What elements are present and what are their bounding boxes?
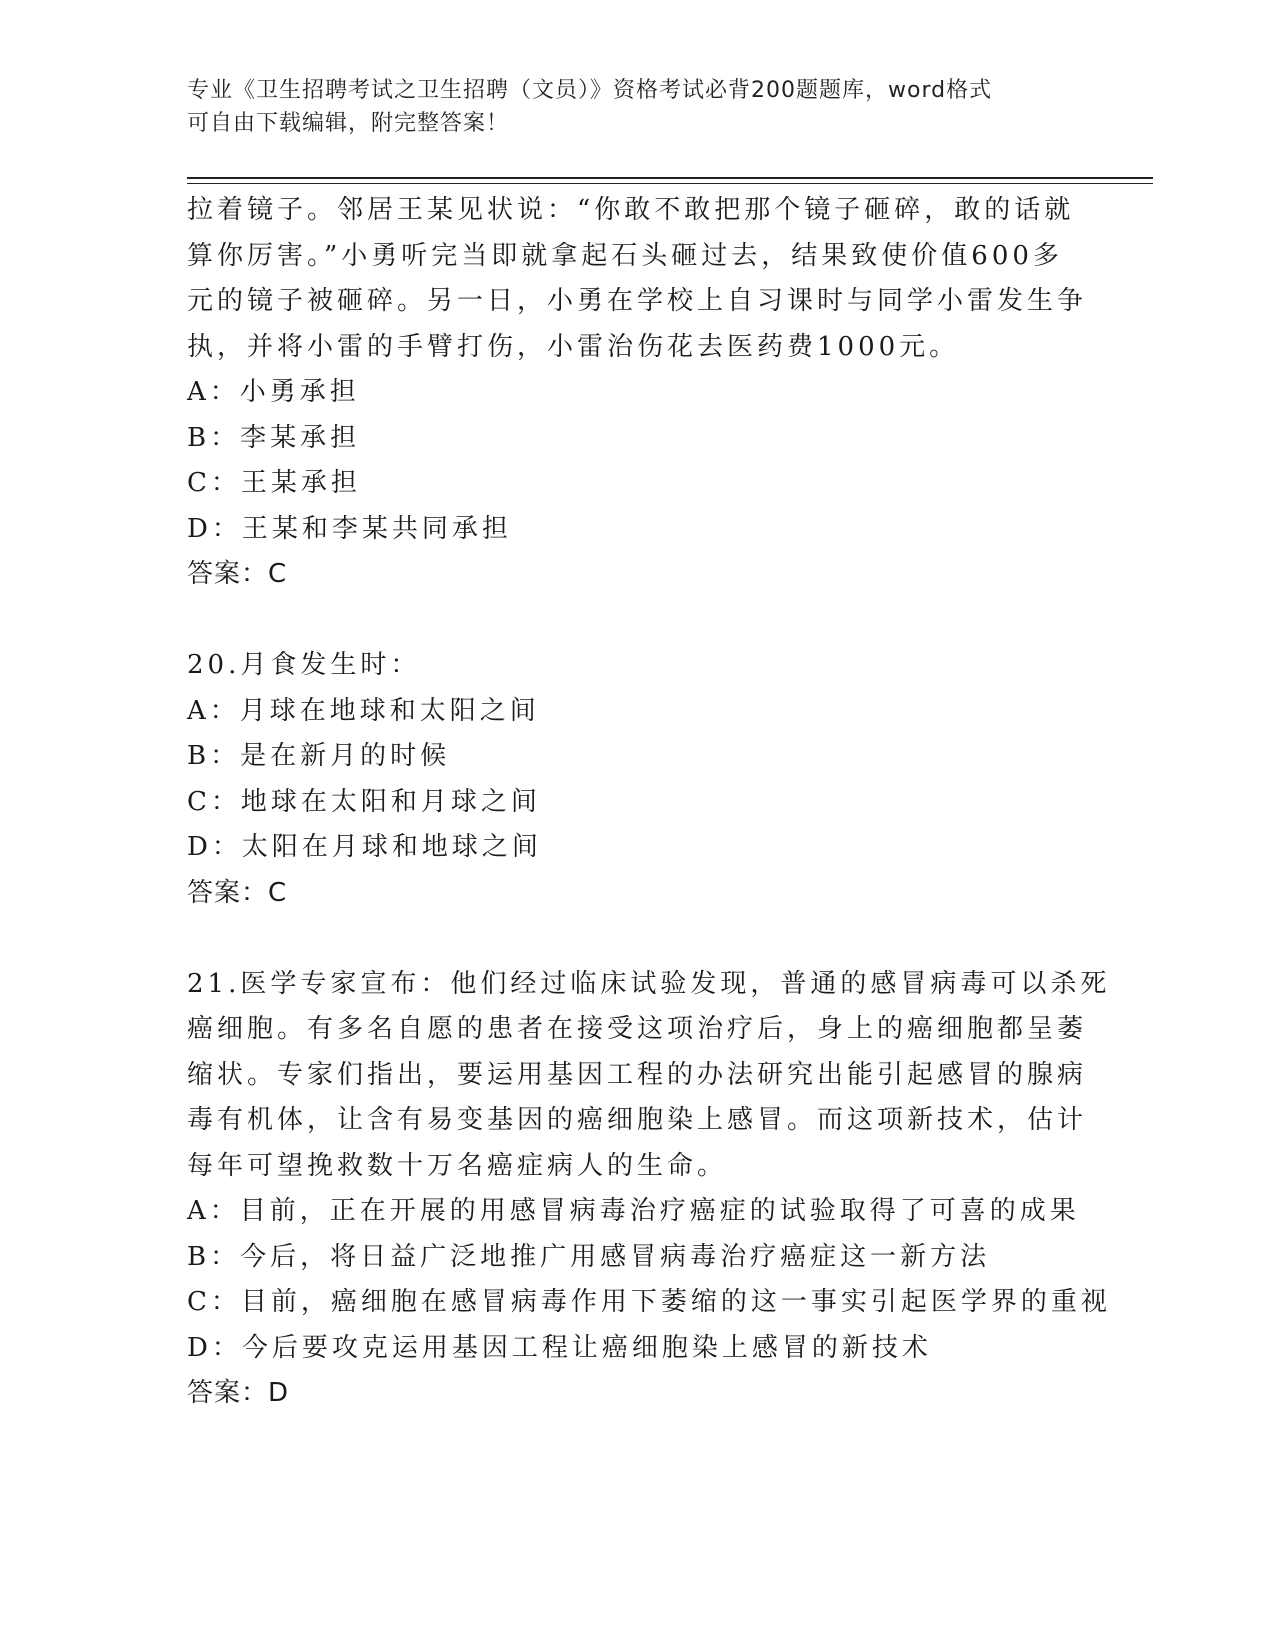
option-a: A：小勇承担 xyxy=(187,377,360,407)
question-stem-line: 缩状。专家们指出，要运用基因工程的办法研究出能引起感冒的腺病 xyxy=(187,1059,1088,1090)
header-divider-thick xyxy=(187,177,1153,179)
question-stem-line: 元的镜子被砸碎。另一日，小勇在学校上自习课时与同学小雷发生争 xyxy=(187,286,1088,316)
option-d: D：今后要攻克运用基因工程让癌细胞染上感冒的新技术 xyxy=(187,1332,932,1363)
answer-line: 答案：D xyxy=(187,1378,290,1408)
question-spacer xyxy=(187,598,1087,644)
document-header xyxy=(187,74,1087,140)
question-stem-line: 每年可望挽救数十万名癌症病人的生命。 xyxy=(187,1150,728,1181)
option-b: B：今后，将日益广泛地推广用感冒病毒治疗癌症这一新方法 xyxy=(187,1241,991,1272)
option-b: B：是在新月的时候 xyxy=(187,741,451,771)
question-content xyxy=(187,188,1111,1417)
option-a: A：月球在地球和太阳之间 xyxy=(187,695,540,726)
question-stem-line: 拉着镜子。邻居王某见状说：“你敢不敢把那个镜子砸碎，敢的话就 xyxy=(187,195,1075,225)
answer-line: 答案：C xyxy=(187,559,288,589)
option-c: C：王某承担 xyxy=(187,468,361,498)
option-d: D：王某和李某共同承担 xyxy=(187,513,512,544)
question-20 xyxy=(187,643,1087,916)
option-c: C：地球在太阳和月球之间 xyxy=(187,786,541,817)
question-stem-line: 执，并将小雷的手臂打伤，小雷治伤花去医药费1000元。 xyxy=(187,331,960,362)
header-title-line-1: 专业《卫生招聘考试之卫生招聘（文员）》资格考试必背200题题库，word格式 xyxy=(187,78,993,103)
question-19 xyxy=(187,188,1087,598)
question-spacer xyxy=(187,916,1087,962)
answer-line: 答案：C xyxy=(187,877,288,908)
question-stem-line: 癌细胞。有多名自愿的患者在接受这项治疗后，身上的癌细胞都呈萎 xyxy=(187,1014,1088,1044)
option-b: B：李某承担 xyxy=(187,422,361,453)
question-stem-line: 算你厉害。”小勇听完当即就拿起石头砸过去，结果致使价值600多 xyxy=(187,240,1063,271)
header-divider-thin xyxy=(187,183,1153,184)
question-stem-line: 21.医学专家宣布：他们经过临床试验发现，普通的感冒病毒可以杀死 xyxy=(187,968,1111,999)
option-d: D：太阳在月球和地球之间 xyxy=(187,832,542,862)
option-c: C：目前，癌细胞在感冒病毒作用下萎缩的这一事实引起医学界的重视 xyxy=(187,1287,1111,1317)
question-stem-line: 毒有机体，让含有易变基因的癌细胞染上感冒。而这项新技术，估计 xyxy=(187,1105,1088,1135)
question-21 xyxy=(187,962,1111,1417)
question-stem-line: 20.月食发生时： xyxy=(187,650,421,680)
header-title-line-2: 可自由下载编辑，附完整答案！ xyxy=(187,111,510,136)
option-a: A：目前，正在开展的用感冒病毒治疗癌症的试验取得了可喜的成果 xyxy=(187,1196,1080,1226)
